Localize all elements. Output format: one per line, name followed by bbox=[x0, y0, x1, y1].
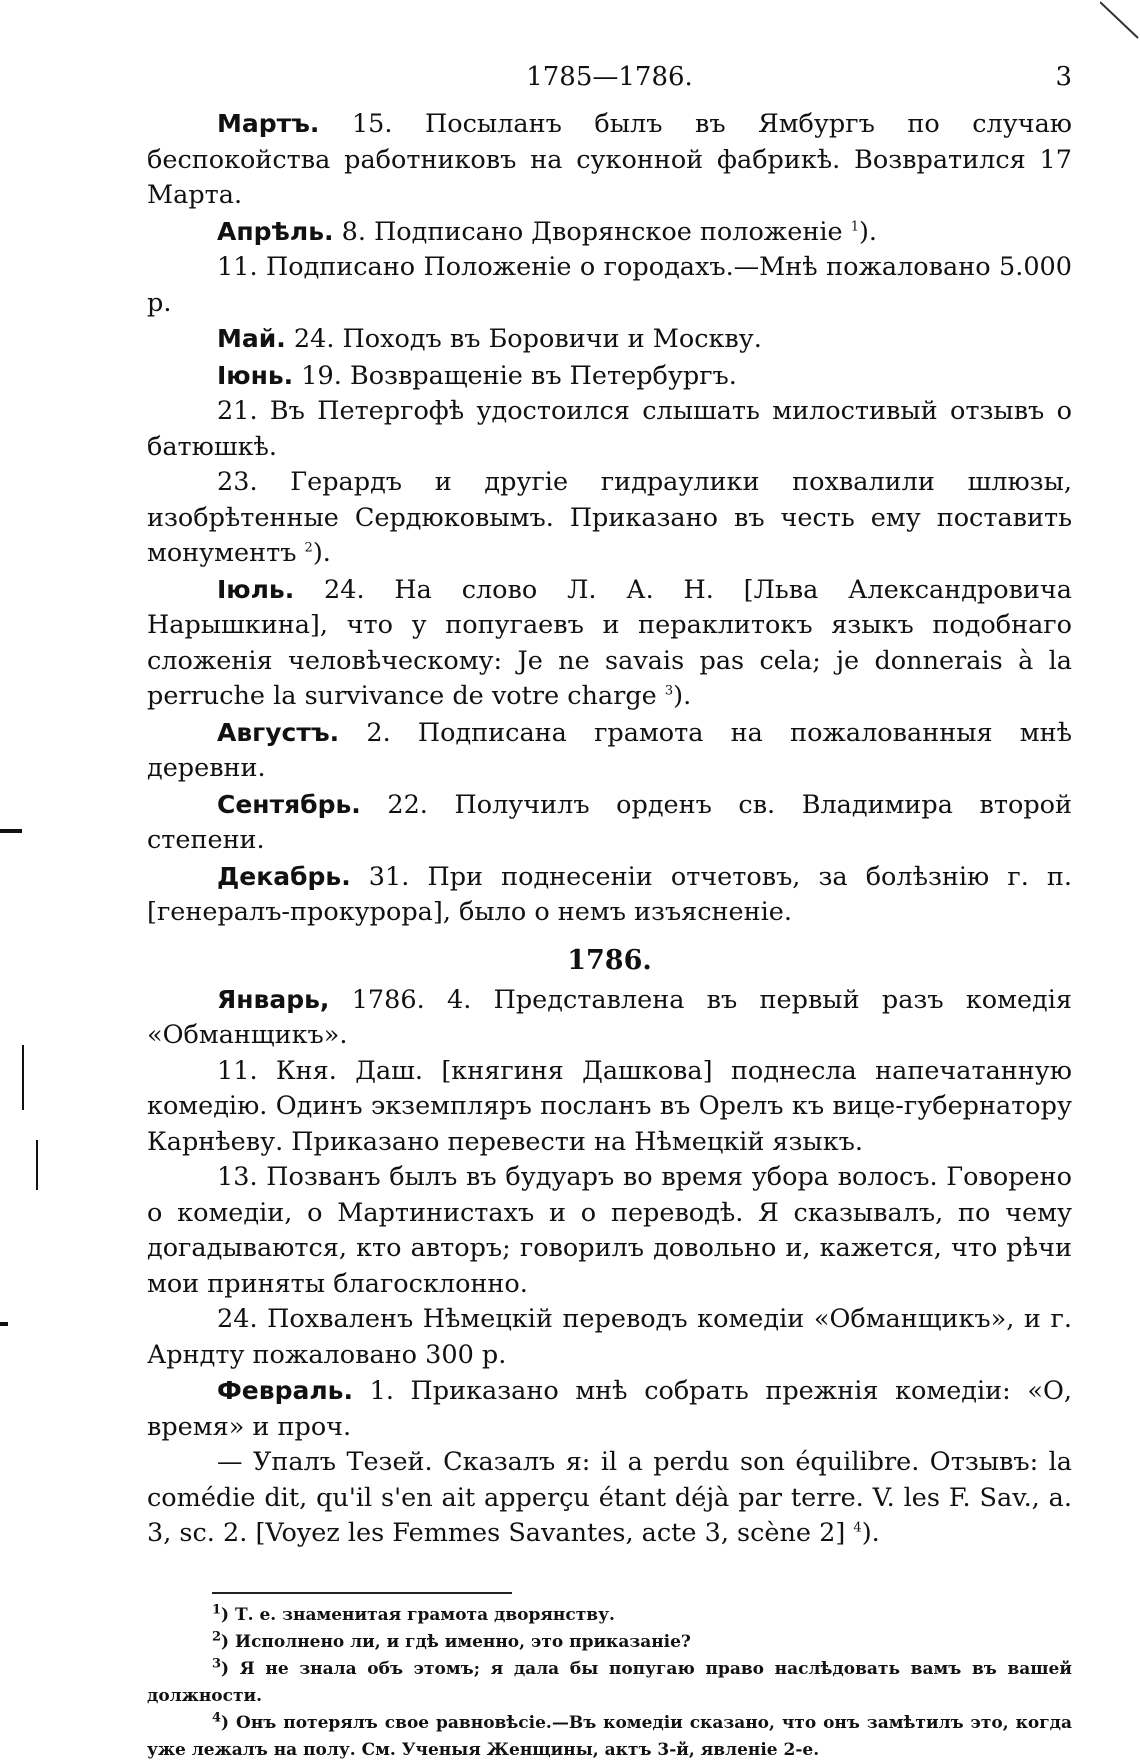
footnote-number: 3 bbox=[212, 1655, 222, 1671]
entry bbox=[147, 1160, 1072, 1302]
year-heading: 1786. bbox=[567, 944, 652, 976]
month-label: Сентябрь. bbox=[217, 789, 361, 819]
footnote-ref: 3 bbox=[664, 683, 674, 699]
entry bbox=[147, 982, 1072, 1054]
entry-text: 11. Подписано Положеніе о городахъ.—Мнѣ пожаловано 5.000 р. bbox=[147, 252, 1072, 318]
month-label: Мартъ. bbox=[217, 109, 320, 138]
footnote-text: ) Онъ потерялъ свое равновѣсіе.—Въ комедіи сказано, что онъ замѣтилъ это, когда уже лежалъ на полу. См. Ученыя Женщины, актъ 3-й, явленіе 2-е. bbox=[147, 1712, 1072, 1760]
scan-corner-mark bbox=[1100, 0, 1140, 40]
footnote-text: ) Я не знала объ этомъ; я дала бы попугаю право наслѣдовать вамъ въ вашей должности. bbox=[147, 1658, 1072, 1706]
scan-margin-mark bbox=[0, 829, 22, 833]
entry bbox=[147, 358, 1072, 395]
entry bbox=[147, 787, 1072, 859]
entry bbox=[147, 214, 1072, 251]
entry-text: 23. Герардъ и другіе гидраулики похвалили шлюзы, изобрѣтенные Сердюковымъ. Приказано въ честь ему поставить монументъ bbox=[147, 467, 1072, 568]
scan-margin-mark bbox=[0, 1322, 8, 1326]
footnote-ref: 2 bbox=[304, 540, 313, 556]
scan-margin-mark bbox=[22, 1045, 24, 1110]
footnote-number: 2 bbox=[212, 1628, 222, 1644]
entry-text: 22. Получилъ орденъ св. Владимира второй степени. bbox=[147, 789, 1072, 855]
diary-entries-1786 bbox=[147, 982, 1072, 1552]
footnotes bbox=[147, 1602, 1072, 1764]
month-label: Май. bbox=[217, 324, 286, 353]
entry-text: 24. Похваленъ Нѣмецкій переводъ комедіи «Обманщикъ», и г. Арндту пожаловано 300 р. bbox=[147, 1304, 1072, 1370]
month-label: Январь, bbox=[217, 984, 330, 1014]
entry-text: 21. Въ Петергофѣ удостоился слышать милостивый отзывъ о батюшкѣ. bbox=[147, 396, 1072, 462]
running-title: 1785—1786. bbox=[526, 62, 693, 92]
entry bbox=[147, 1302, 1072, 1373]
entry-text: 19. Возвращеніе въ Петербургъ. bbox=[293, 360, 737, 391]
entry-text-after: ). bbox=[858, 216, 878, 247]
footnote-ref: 1 bbox=[850, 219, 859, 234]
page-number: 3 bbox=[1055, 62, 1072, 92]
entry bbox=[147, 465, 1072, 572]
entry-text: 1786. 4. Представлена въ первый разъ комедія «Обманщикъ». bbox=[147, 984, 1072, 1050]
entry-text: 24. На слово Л. А. Н. [Льва Александровича Нарышкина], что у попугаевъ и пераклитокъ языкъ подобнаго сложенія человѣческому: Je ne savais pas cela; je donnerais à la perruche la survivance de votre charge bbox=[147, 574, 1072, 711]
month-label: Іюль. bbox=[217, 574, 295, 604]
footnote bbox=[147, 1710, 1072, 1764]
entry bbox=[147, 250, 1072, 321]
footnote bbox=[147, 1629, 1072, 1656]
entry bbox=[147, 321, 1072, 358]
entry-text-after: ). bbox=[312, 538, 331, 568]
entry-text: 15. Посыланъ былъ въ Ямбургъ по случаю беспокойства работниковъ на суконной фабрикѣ. Возвратился 17 Марта. bbox=[147, 109, 1072, 210]
footnote-number: 4 bbox=[212, 1709, 222, 1725]
entry bbox=[147, 106, 1072, 214]
entry-text-after: ). bbox=[673, 681, 692, 711]
diary-entries-1785 bbox=[147, 106, 1072, 931]
entry-text: — Упалъ Тезей. Сказалъ я: il a perdu son équilibre. Отзывъ: la comédie dit, qu'il s'en ait apperçu étant déjà par terre. V. les F. Sav., a. 3, sc. 2. [Voyez les Femmes Savantes, acte 3, scène 2] bbox=[147, 1447, 1072, 1548]
entry-text: 1. Приказано мнѣ собрать прежнія комедіи: «О, время» и проч. bbox=[147, 1376, 1072, 1442]
month-label: Февраль. bbox=[217, 1376, 353, 1405]
entry-text: 11. Кня. Даш. [княгиня Дашкова] поднесла напечатанную комедію. Одинъ экземпляръ посланъ въ Орелъ къ вице-губернатору Карнѣеву. Приказано перевести на Нѣмецкій языкъ. bbox=[147, 1055, 1072, 1157]
month-label: Декабрь. bbox=[217, 861, 351, 891]
entry bbox=[147, 859, 1072, 931]
footnote-ref: 4 bbox=[853, 1520, 862, 1536]
entry-text: 2. Подписана грамота на пожалованныя мнѣ деревни. bbox=[147, 717, 1072, 783]
footnote-text: ) Т. е. знаменитая грамота дворянству. bbox=[221, 1604, 615, 1625]
footnote-text: ) Исполнено ли, и гдѣ именно, это приказаніе? bbox=[221, 1631, 691, 1652]
month-label: Іюнь. bbox=[217, 360, 294, 390]
month-label: Августъ. bbox=[217, 717, 340, 747]
entry-text: 24. Походъ въ Боровичи и Москву. bbox=[285, 324, 762, 354]
scan-margin-mark bbox=[36, 1140, 38, 1190]
entry bbox=[147, 715, 1072, 787]
month-label: Апрѣль. bbox=[217, 216, 334, 246]
entry bbox=[147, 572, 1072, 715]
entry-text: 8. Подписано Дворянское положеніе bbox=[333, 216, 851, 247]
entry bbox=[147, 1373, 1072, 1445]
page-header bbox=[147, 62, 1072, 106]
entry bbox=[147, 1054, 1072, 1161]
footnote-number: 1 bbox=[212, 1601, 222, 1617]
entry bbox=[147, 1445, 1072, 1552]
footnote bbox=[147, 1602, 1072, 1629]
entry bbox=[147, 394, 1072, 465]
entry-text-after: ). bbox=[861, 1518, 880, 1548]
entry-text: 13. Позванъ былъ въ будуаръ во время убора волосъ. Говорено о комедіи, о Мартинистахъ и о переводѣ. Я сказывалъ, по чему догадываются, кто авторъ; говорилъ довольно и, кажется, что рѣчи мои приняты благосклонно. bbox=[147, 1162, 1072, 1299]
footnote-divider bbox=[212, 1592, 512, 1594]
entry-text: 31. При поднесеніи отчетовъ, за болѣзнію г. п. [генералъ-прокурора], было о немъ изъясненіе. bbox=[147, 861, 1072, 927]
footnote bbox=[147, 1656, 1072, 1710]
book-page bbox=[147, 62, 1072, 1764]
